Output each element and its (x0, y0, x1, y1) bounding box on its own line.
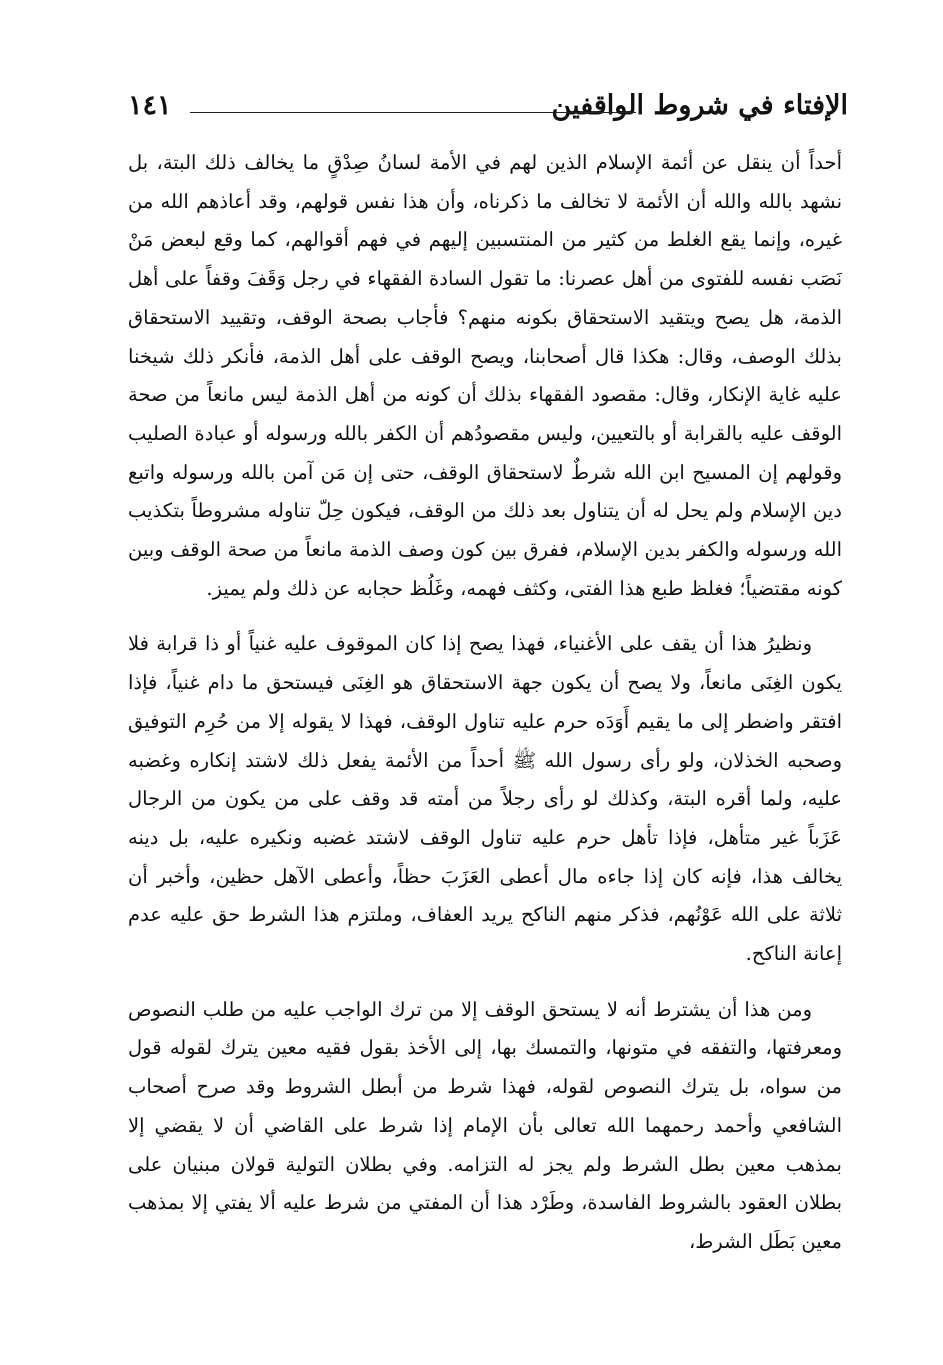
paragraph: أحداً أن ينقل عن أئمة الإسلام الذين لهم في الأمة لسانُ صِدْقٍ ما يخالف ذلك البتة، بل نشهد بالله والله أن الأئمة لا تخالف ما ذكرناه، وأن هذا نفس قولهم، وقد أعاذهم الله من غيره، وإنما يقع الغلط من كثير من المنتسبين إليهم في فهم أقوالهم، كما وقع لبعض مَنْ نَصَب نفسه للفتوى من أهل عصرنا: ما تقول السادة الفقهاء في رجل وَقَفَ وقفاً على أهل الذمة، هل يصح ويتقيد الاستحقاق بكونه منهم؟ فأجاب بصحة الوقف، وتقييد الاستحقاق بذلك الوصف، وقال: هكذا قال أصحابنا، ويصح الوقف على أهل الذمة، فأنكر ذلك شيخنا عليه غاية الإنكار، وقال: مقصود الفقهاء بذلك أن كونه من أهل الذمة ليس مانعاً من صحة الوقف عليه بالقرابة أو بالتعيين، وليس مقصودُهم أن الكفر بالله ورسوله أو عبادة الصليب وقولهم إن المسيح ابن الله شرطٌ لاستحقاق الوقف، حتى إن مَن آمن بالله ورسوله واتبع دين الإسلام ولم يحل له أن يتناول بعد ذلك من الوقف، فيكون حِلّ تناوله مشروطاً بتكذيب الله ورسوله والكفر بدين الإسلام، ففرق بين كون وصف الذمة مانعاً من صحة الوقف وبين كونه مقتضياً؛ فغلظ طبع هذا الفتى، وكثف فهمه، وغَلُظ حجابه عن ذلك ولم يميز. (128, 151, 842, 600)
page-number: ١٤١ (128, 90, 172, 121)
paragraph: ومن هذا أن يشترط أنه لا يستحق الوقف إلا من ترك الواجب عليه من طلب النصوص ومعرفتها، والتفقه في متونها، والتمسك بها، إلى الأخذ بقول فقيه معين يترك لقوله قول من سواه، بل يترك النصوص لقوله، فهذا شرط من أبطل الشروط وقد صرح أصحاب الشافعي وأحمد رحمهما الله تعالى بأن الإمام إذا شرط على القاضي أن لا يقضي إلا بمذهب معين بطل الشرط ولم يجز له التزامه. وفي بطلان التولية قولان مبنيان على بطلان العقود بالشروط الفاسدة، وطَرْد هذا أن المفتي من شرط عليه ألا يفتي إلا بمذهب معين بَطَل الشرط، (128, 997, 842, 1253)
running-title: الإفتاء في شروط الواقفين (551, 90, 848, 121)
body-text (128, 144, 842, 1262)
header-rule (190, 112, 636, 113)
paragraph: ونظيرُ هذا أن يقف على الأغنياء، فهذا يصح إذا كان الموقوف عليه غنياً أو ذا قرابة فلا يكون الغِنَى مانعاً، ولا يصح أن يكون جهة الاستحقاق هو الغِنَى فيستحق ما دام غنياً، فإذا افتقر واضطر إلى ما يقيم أَوَدَه حرم عليه تناول الوقف، فهذا لا يقوله إلا من حُرِم التوفيق وصحبه الخذلان، ولو رأى رسول الله ﷺ أحداً من الأئمة يفعل ذلك لاشتد إنكاره وغضبه عليه، ولما أقره البتة، وكذلك لو رأى رجلاً من أمته قد وقف على من يكون من الرجال عَزَباً غير متأهل، فإذا تأهل حرم عليه تناول الوقف لاشتد غضبه ونكيره عليه، بل دينه يخالف هذا، فإنه كان إذا جاءه مال أعطى العَزَبَ حظاً، وأعطى الآهل حظين، وأخبر أن ثلاثة على الله عَوْنُهم، فذكر منهم الناكح يريد العفاف، وملتزم هذا الشرط حق عليه عدم إعانة الناكح. (128, 632, 842, 966)
running-header (128, 82, 848, 130)
